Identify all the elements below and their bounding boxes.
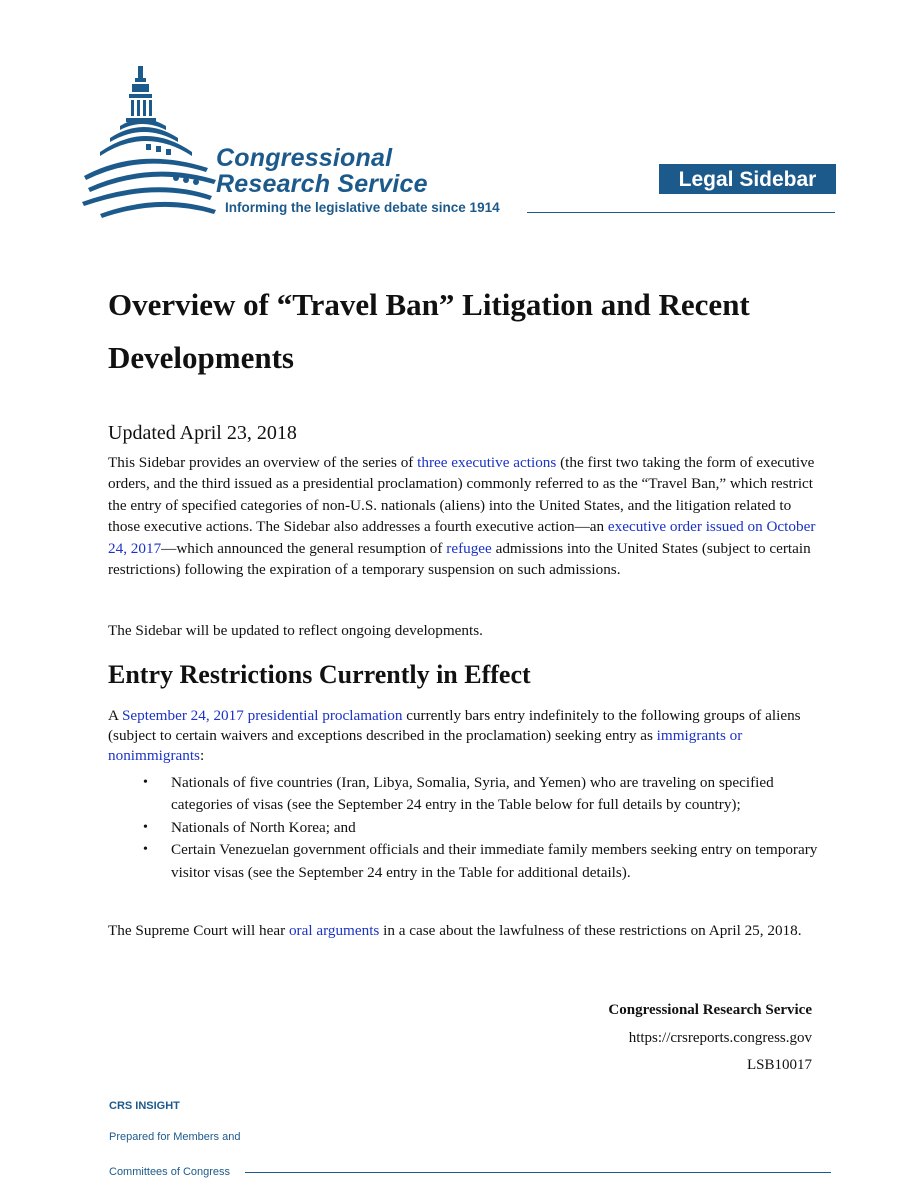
org-name-line1: Congressional — [216, 144, 393, 172]
oral-arguments-link[interactable]: oral arguments — [288, 922, 380, 939]
org-name-line2: Research Service — [216, 170, 428, 198]
list-item: • Nationals of five countries (Iran, Libya, Somalia, Syria, and Yemen) who are traveling on specified categories of visas (see the September 24 entry in the Table below for full details by country); — [108, 772, 820, 817]
section-intro: A September 24, 2017 presidential proclamation currently bars entry indefinitely to the following groups of aliens (subject to certain waivers and exceptions described in the proclamation) seeking entry as immigrants or nonimmigrants: — [108, 707, 801, 765]
org-tagline: Informing the legislative debate since 1914 — [225, 200, 500, 215]
page-title: Overview of “Travel Ban” Litigation and Recent Developments — [108, 287, 750, 375]
executive-order-link[interactable]: executive order issued on October 24, 2017 — [108, 518, 816, 557]
report-id: LSB10017 — [746, 1057, 812, 1073]
list-item: • Certain Venezuelan government officials and their immediate family members seeking entry on temporary visitor visas (see the September 24 entry in the Table for additional details). — [108, 839, 820, 884]
capitol-dome-icon — [80, 64, 220, 222]
court-note: The Supreme Court will hear oral arguments in a case about the lawfulness of these restrictions on April 25, 2018. — [108, 922, 802, 939]
refugee-link[interactable]: refugee — [446, 539, 492, 557]
footer-rule — [245, 1172, 831, 1173]
proclamation-link[interactable]: September 24, 2017 presidential proclamation — [121, 707, 403, 724]
updated-date: Updated April 23, 2018 — [108, 422, 297, 444]
restriction-list — [108, 772, 820, 884]
intro-paragraph: This Sidebar provides an overview of the series of three executive actions (the first two taking the form of executive orders, and the third issued as a presidential proclamation) commonly referred to as the “Travel Ban,” which restrict the entry of specified categories of non-U.S. nationals (aliens) into the United States, and the litigation related to those executive actions. The Sidebar also addresses a fourth executive action—an executive order issued on October 24, 2017—which announced the general resumption of refugee admissions into the United States (subject to certain restrictions) following the expiration of a temporary suspension on such admissions. — [108, 454, 816, 579]
section-heading: Entry Restrictions Currently in Effect — [108, 660, 531, 689]
update-note: The Sidebar will be updated to reflect ongoing developments. — [108, 622, 483, 639]
crs-logo — [80, 64, 540, 222]
crs-insight-label: CRS INSIGHT — [109, 1100, 180, 1112]
legal-sidebar-badge: Legal Sidebar — [659, 164, 836, 194]
immigrants-link[interactable]: immigrants or nonimmigrants — [108, 727, 743, 765]
prepared-for-line: Prepared for Members and — [109, 1131, 241, 1143]
header-rule — [527, 212, 835, 213]
footer-url: https://crsreports.congress.gov — [628, 1030, 812, 1046]
three-executive-actions-link[interactable]: three executive actions — [417, 454, 557, 471]
list-item: • Nationals of North Korea; and — [108, 817, 820, 839]
committees-line: Committees of Congress — [109, 1166, 231, 1178]
footer-org-name: Congressional Research Service — [608, 1002, 812, 1018]
